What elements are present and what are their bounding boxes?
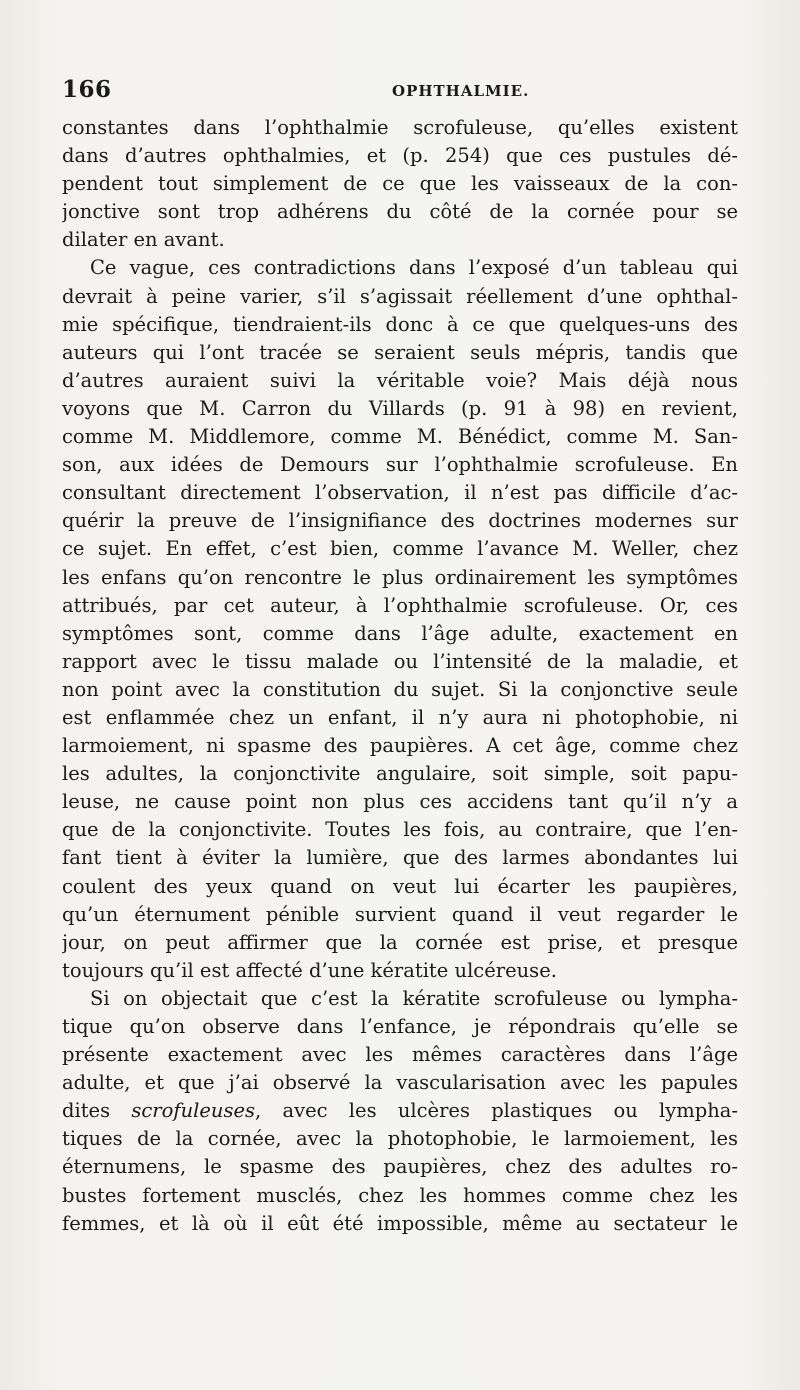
text-segment: , avec les ulcères plastiques ou lympha-: [255, 1099, 738, 1123]
text-line: larmoiement, ni spasme des paupières. A cet âge, comme chez: [62, 734, 738, 758]
text-line: jonctive sont trop adhérens du côté de la cornée pour se: [62, 200, 738, 224]
text-line: rapport avec le tissu malade ou l’intensité de la maladie, et: [62, 649, 738, 673]
text-line: tiques de la cornée, avec la photophobie, le larmoiement, les: [62, 1127, 738, 1151]
text-line: jour, on peut affirmer que la cornée est prise, et presque: [62, 930, 738, 954]
text-line: dilater en avant.: [62, 228, 225, 252]
text-line: adulte, et que j’ai observé la vascularisation avec les papules: [62, 1071, 738, 1095]
text-line: leuse, ne cause point non plus ces accidens tant qu’il n’y a: [62, 790, 738, 814]
text-line: présente exactement avec les mêmes caractères dans l’âge: [62, 1043, 738, 1067]
running-title: OPHTHALMIE.: [392, 82, 530, 100]
text-line: Ce vague, ces contradictions dans l’exposé d’un tableau qui: [90, 256, 738, 280]
text-line: symptômes sont, comme dans l’âge adulte, exactement en: [62, 621, 738, 645]
text-line: son, aux idées de Demours sur l’ophthalmie scrofuleuse. En: [62, 453, 738, 477]
text-line: voyons que M. Carron du Villards (p. 91 à 98) en revient,: [62, 396, 738, 420]
text-line: comme M. Middlemore, comme M. Bénédict, comme M. San-: [62, 425, 738, 449]
text-line: fant tient à éviter la lumière, que des larmes abondantes lui: [62, 846, 738, 870]
text-line: constantes dans l’ophthalmie scrofuleuse, qu’elles existent: [62, 116, 738, 139]
text-line: pendent tout simplement de ce que les vaisseaux de la con-: [62, 172, 738, 196]
text-line: bustes fortement musclés, chez les hommes comme chez les: [62, 1183, 738, 1207]
text-line: femmes, et là où il eût été impossible, même au sectateur le: [62, 1211, 738, 1235]
page-number: 166: [62, 76, 112, 103]
body-text: [62, 114, 738, 1238]
page-header: [62, 76, 738, 106]
text-segment: dites: [62, 1099, 132, 1123]
text-line: consultant directement l’observation, il n’est pas difficile d’ac-: [62, 481, 738, 505]
text-line: Si on objectait que c’est la kératite scrofuleuse ou lympha-: [90, 986, 738, 1010]
text-line: éternumens, le spasme des paupières, chez des adultes ro-: [62, 1155, 738, 1179]
text-line: les enfans qu’on rencontre le plus ordinairement les symptômes: [62, 565, 738, 589]
text-line: quérir la preuve de l’insignifiance des doctrines modernes sur: [62, 509, 738, 533]
text-line: dans d’autres ophthalmies, et (p. 254) que ces pustules dé-: [62, 144, 738, 168]
text-line: coulent des yeux quand on veut lui écarter les paupières,: [62, 874, 738, 898]
text-line: auteurs qui l’ont tracée se seraient seuls mépris, tandis que: [62, 340, 738, 364]
text-line: qu’un éternument pénible survient quand il veut regarder le: [62, 902, 738, 926]
text-line: les adultes, la conjonctivite angulaire, soit simple, soit papu-: [62, 762, 738, 786]
text-line: attribués, par cet auteur, à l’ophthalmie scrofuleuse. Or, ces: [62, 593, 738, 617]
text-line: ce sujet. En effet, c’est bien, comme l’avance M. Weller, chez: [62, 537, 738, 561]
text-line: devrait à peine varier, s’il s’agissait réellement d’une ophthal-: [62, 284, 738, 308]
text-line: toujours qu’il est affecté d’une kératite ulcéreuse.: [62, 958, 557, 982]
text-line: tique qu’on observe dans l’enfance, je répondrais qu’elle se: [62, 1015, 738, 1038]
text-line: [62, 1097, 738, 1125]
text-line: est enflammée chez un enfant, il n’y aura ni photophobie, ni: [62, 705, 738, 729]
text-line: mie spécifique, tiendraient-ils donc à ce que quelques-uns des: [62, 312, 738, 336]
text-line: non point avec la constitution du sujet. Si la conjonctive seule: [62, 677, 738, 701]
text-line: que de la conjonctivite. Toutes les fois, au contraire, que l’en-: [62, 818, 738, 842]
text-line: d’autres auraient suivi la véritable voie? Mais déjà nous: [62, 368, 738, 392]
italic-term: scrofuleuses: [131, 1099, 256, 1123]
